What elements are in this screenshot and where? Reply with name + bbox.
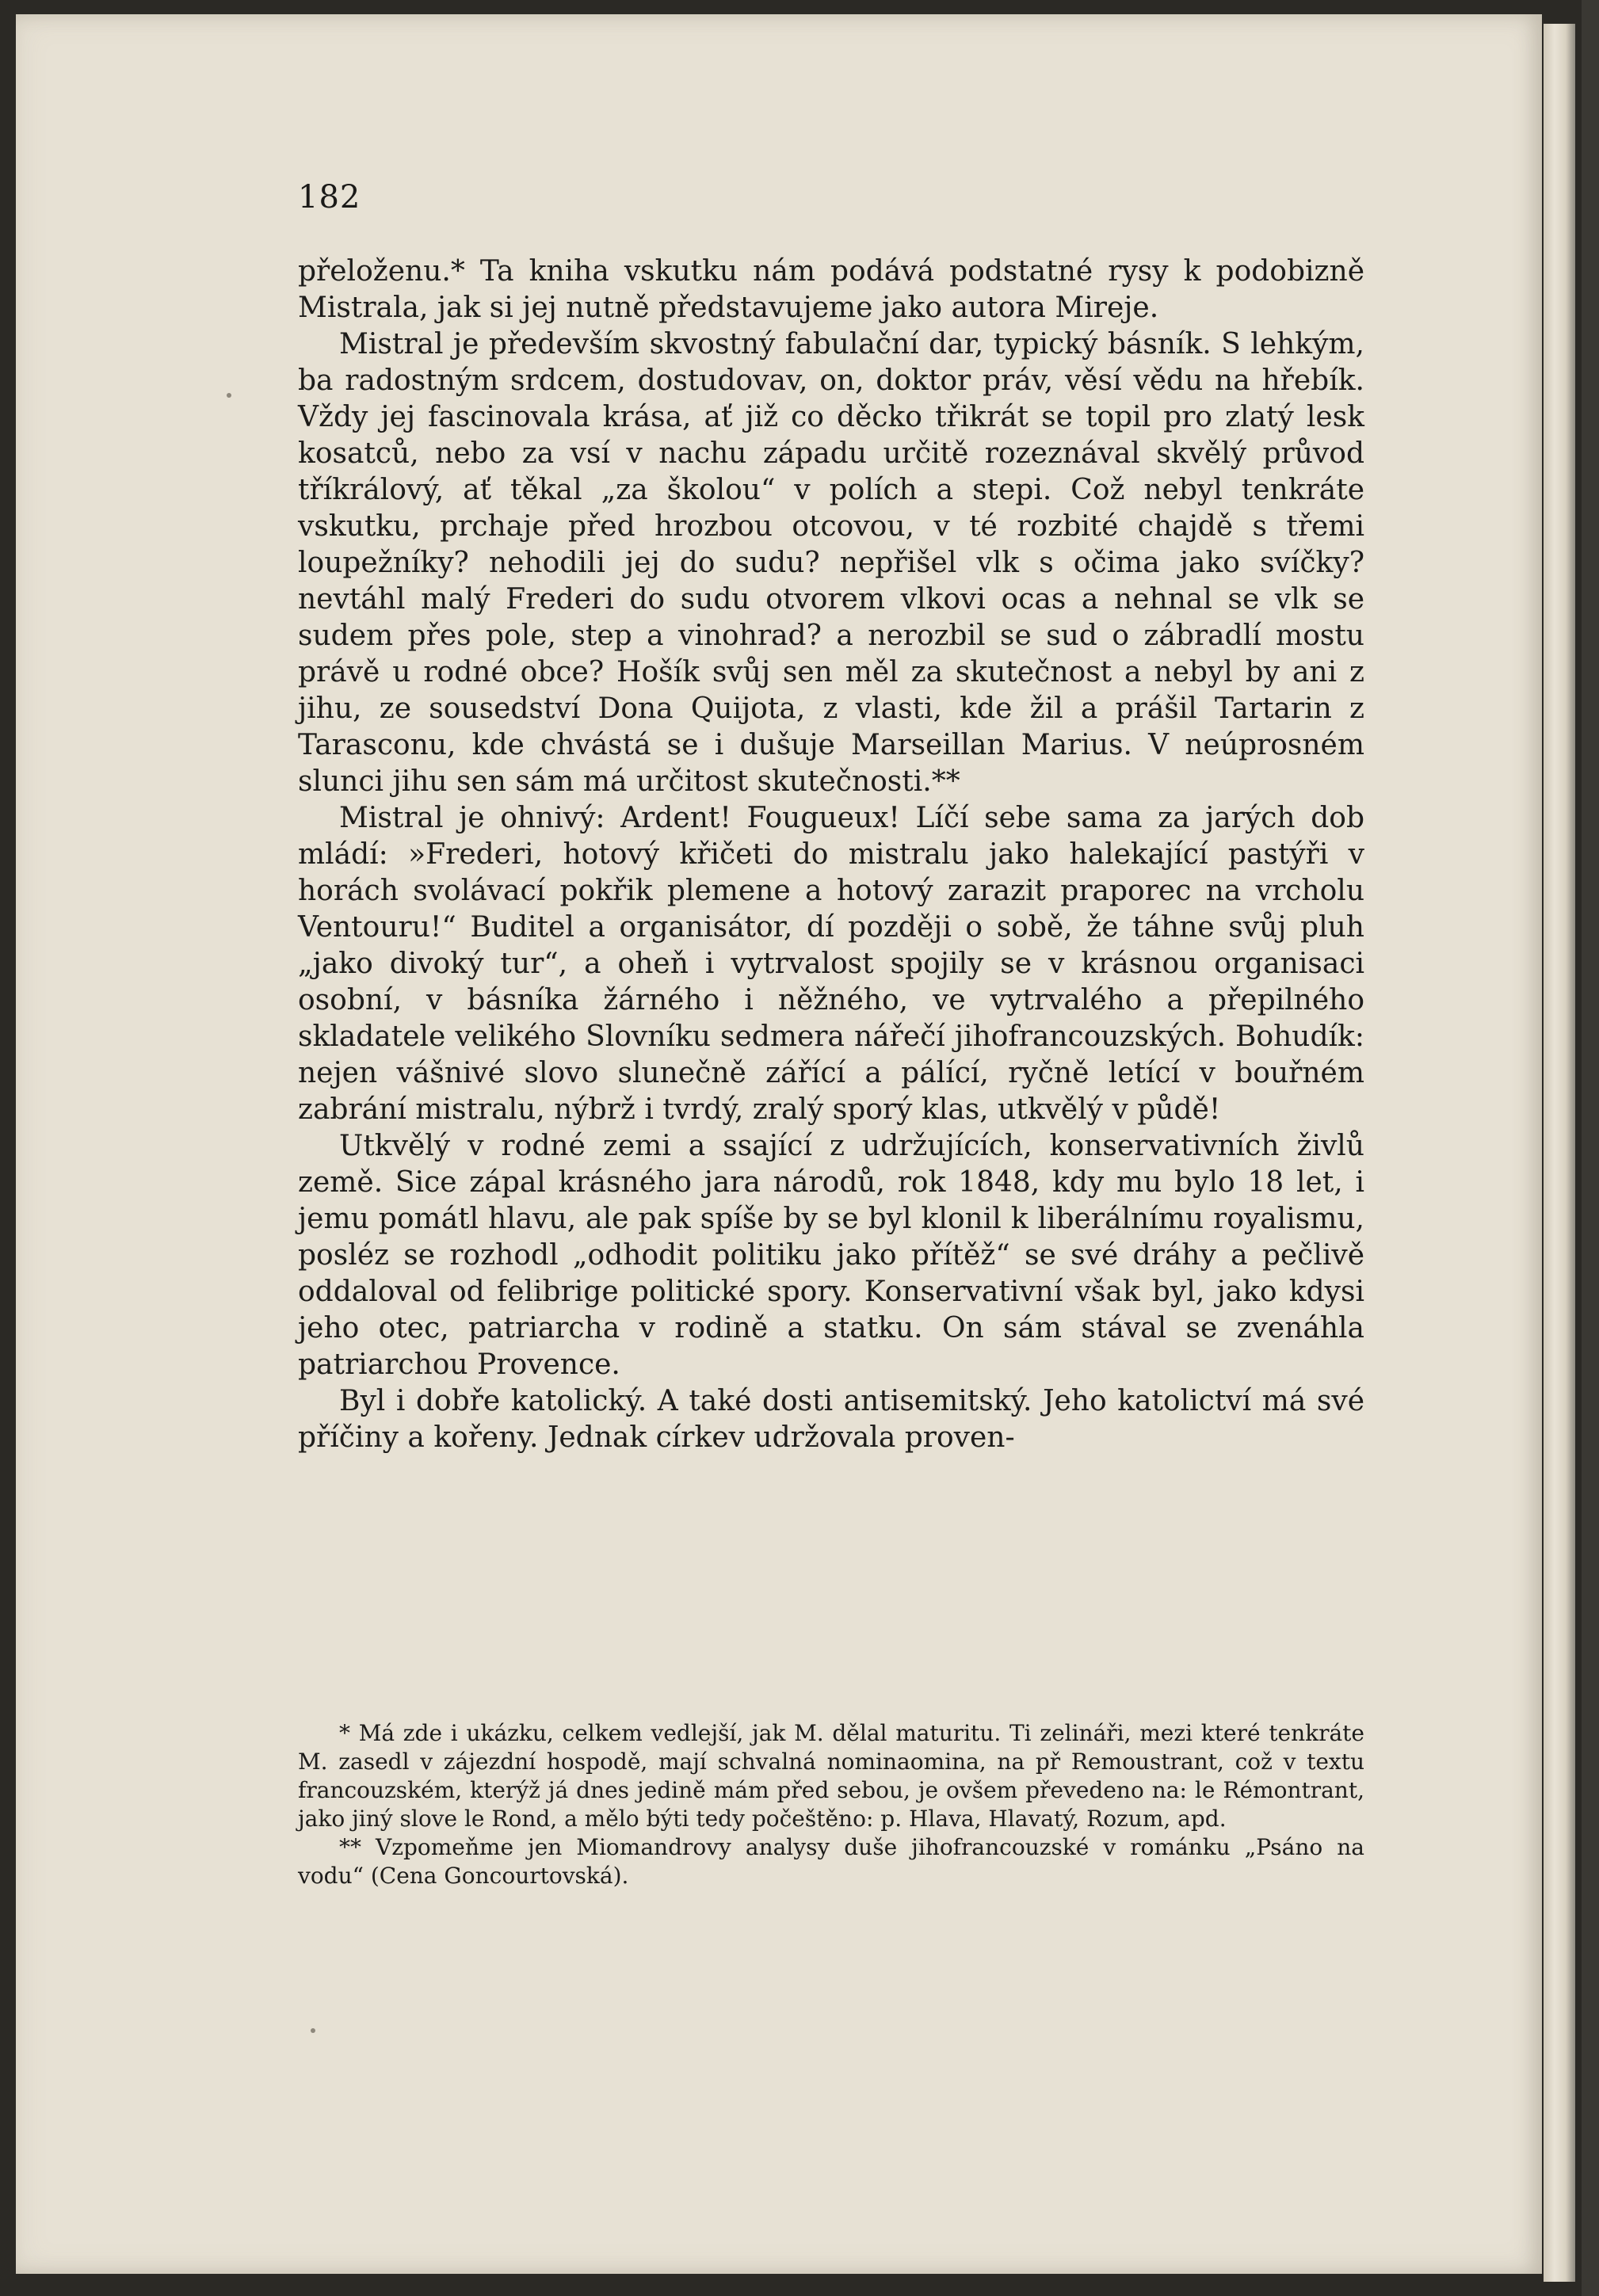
speck-mark bbox=[227, 393, 231, 398]
page-edge bbox=[1544, 24, 1575, 2282]
paragraph: Mistral je především skvostný fabulační dar, typický básník. S lehkým, ba radostným srdcem, dostudovav, on, doktor práv, věsí vědu na hřebík. Vždy jej fascinovala krása, ať již co děcko třikrát se topil pro zlatý lesk kosatců, nebo za vsí v nachu západu určitě rozeznával skvělý průvod tříkrálový, ať těkal „za školou“ v polích a stepi. Což nebyl tenkráte vskutku, prchaje před hrozbou otcovou, v té rozbité chajdě s třemi loupežníky? nehodili jej do sudu? nepřišel vlk s očima jako svíčky? nevtáhl malý Frederi do sudu otvorem vlkovi ocas a nehnal se vlk se sudem přes pole, step a vinohrad? a nerozbil se sud o zábradlí mostu právě u rodné obce? Hošík svůj sen měl za skutečnost a nebyl by ani z jihu, ze sousedství Dona Quijota, z vlasti, kde žil a prášil Tartarin z Tarasconu, kde chvástá se i dušuje Marseillan Marius. V neúprosném slunci jihu sen sám má určitost skutečnosti.** bbox=[298, 328, 1364, 798]
paragraph: Mistral je ohnivý: Ardent! Fougueux! Líčí sebe sama za jarých dob mládí: »Frederi, hotový křičeti do mistralu jako halekající pastýři v horách svolávací pokřik plemene a hotový zarazit praporec na vrcholu Ventouru!“ Buditel a organisátor, dí později o sobě, že táhne svůj pluh „jako divoký tur“, a oheň i vytrvalost spojily se v krásnou organisaci osobní, v básníka žárného i něžného, ve vytrvalého a přepilného skladatele velikého Slovníku sedmera nářečí jihofrancouzských. Bohudík: nejen vášnivé slovo slunečně zářící a pálící, ryčně letící v bouřném zabrání mistralu, nýbrž i tvrdý, zralý sporý klas, utkvělý v půdě! bbox=[298, 802, 1364, 1126]
main-text bbox=[298, 254, 1364, 1456]
paragraph: Utkvělý v rodné zemi a ssající z udržujících, konservativních živlů země. Sice zápal krásného jara národů, rok 1848, kdy mu bylo 18 let, i jemu pomátl hlavu, ale pak spíše by se byl klonil k liberálnímu royalismu, posléz se rozhodl „odhodit politiku jako přítěž“ se své dráhy a pečlivě oddaloval od felibrige politické spory. Konservativní však byl, jako kdysi jeho otec, patriarcha v rodině a statku. On sám stával se zvenáhla patriarchou Provence. bbox=[298, 1130, 1364, 1381]
paragraph: přeloženu.* Ta kniha vskutku nám podává podstatné rysy k podobizně Mistrala, jak si jej nutně představujeme jako autora Mireje. bbox=[298, 255, 1364, 324]
footnote: * Má zde i ukázku, celkem vedlejší, jak M. dělal maturitu. Ti zelináři, mezi které tenkráte M. zasedl v zájezdní hospodě, mají schvalná nominaomina, na př Remoustrant, což v textu francouzském, kterýž já dnes jedině mám před sebou, je ovšem převedeno na: le Rémontrant, jako jiný slove le Rond, a mělo býti tedy počeštěno: p. Hlava, Hlavatý, Rozum, apd. bbox=[298, 1720, 1364, 1832]
paragraph: Byl i dobře katolický. A také dosti antisemitský. Jeho katolictví má své příčiny a kořeny. Jednak církev udržovala proven- bbox=[298, 1385, 1364, 1454]
footnotes bbox=[298, 1719, 1364, 1890]
binding-shadow bbox=[1582, 0, 1599, 2296]
speck-mark bbox=[311, 2028, 315, 2033]
footnote: ** Vzpomeňme jen Miomandrovy analysy duše jihofrancouzské v románku „Psáno na vodu“ (Cena Goncourtovská). bbox=[298, 1834, 1364, 1889]
page-number: 182 bbox=[298, 179, 361, 215]
